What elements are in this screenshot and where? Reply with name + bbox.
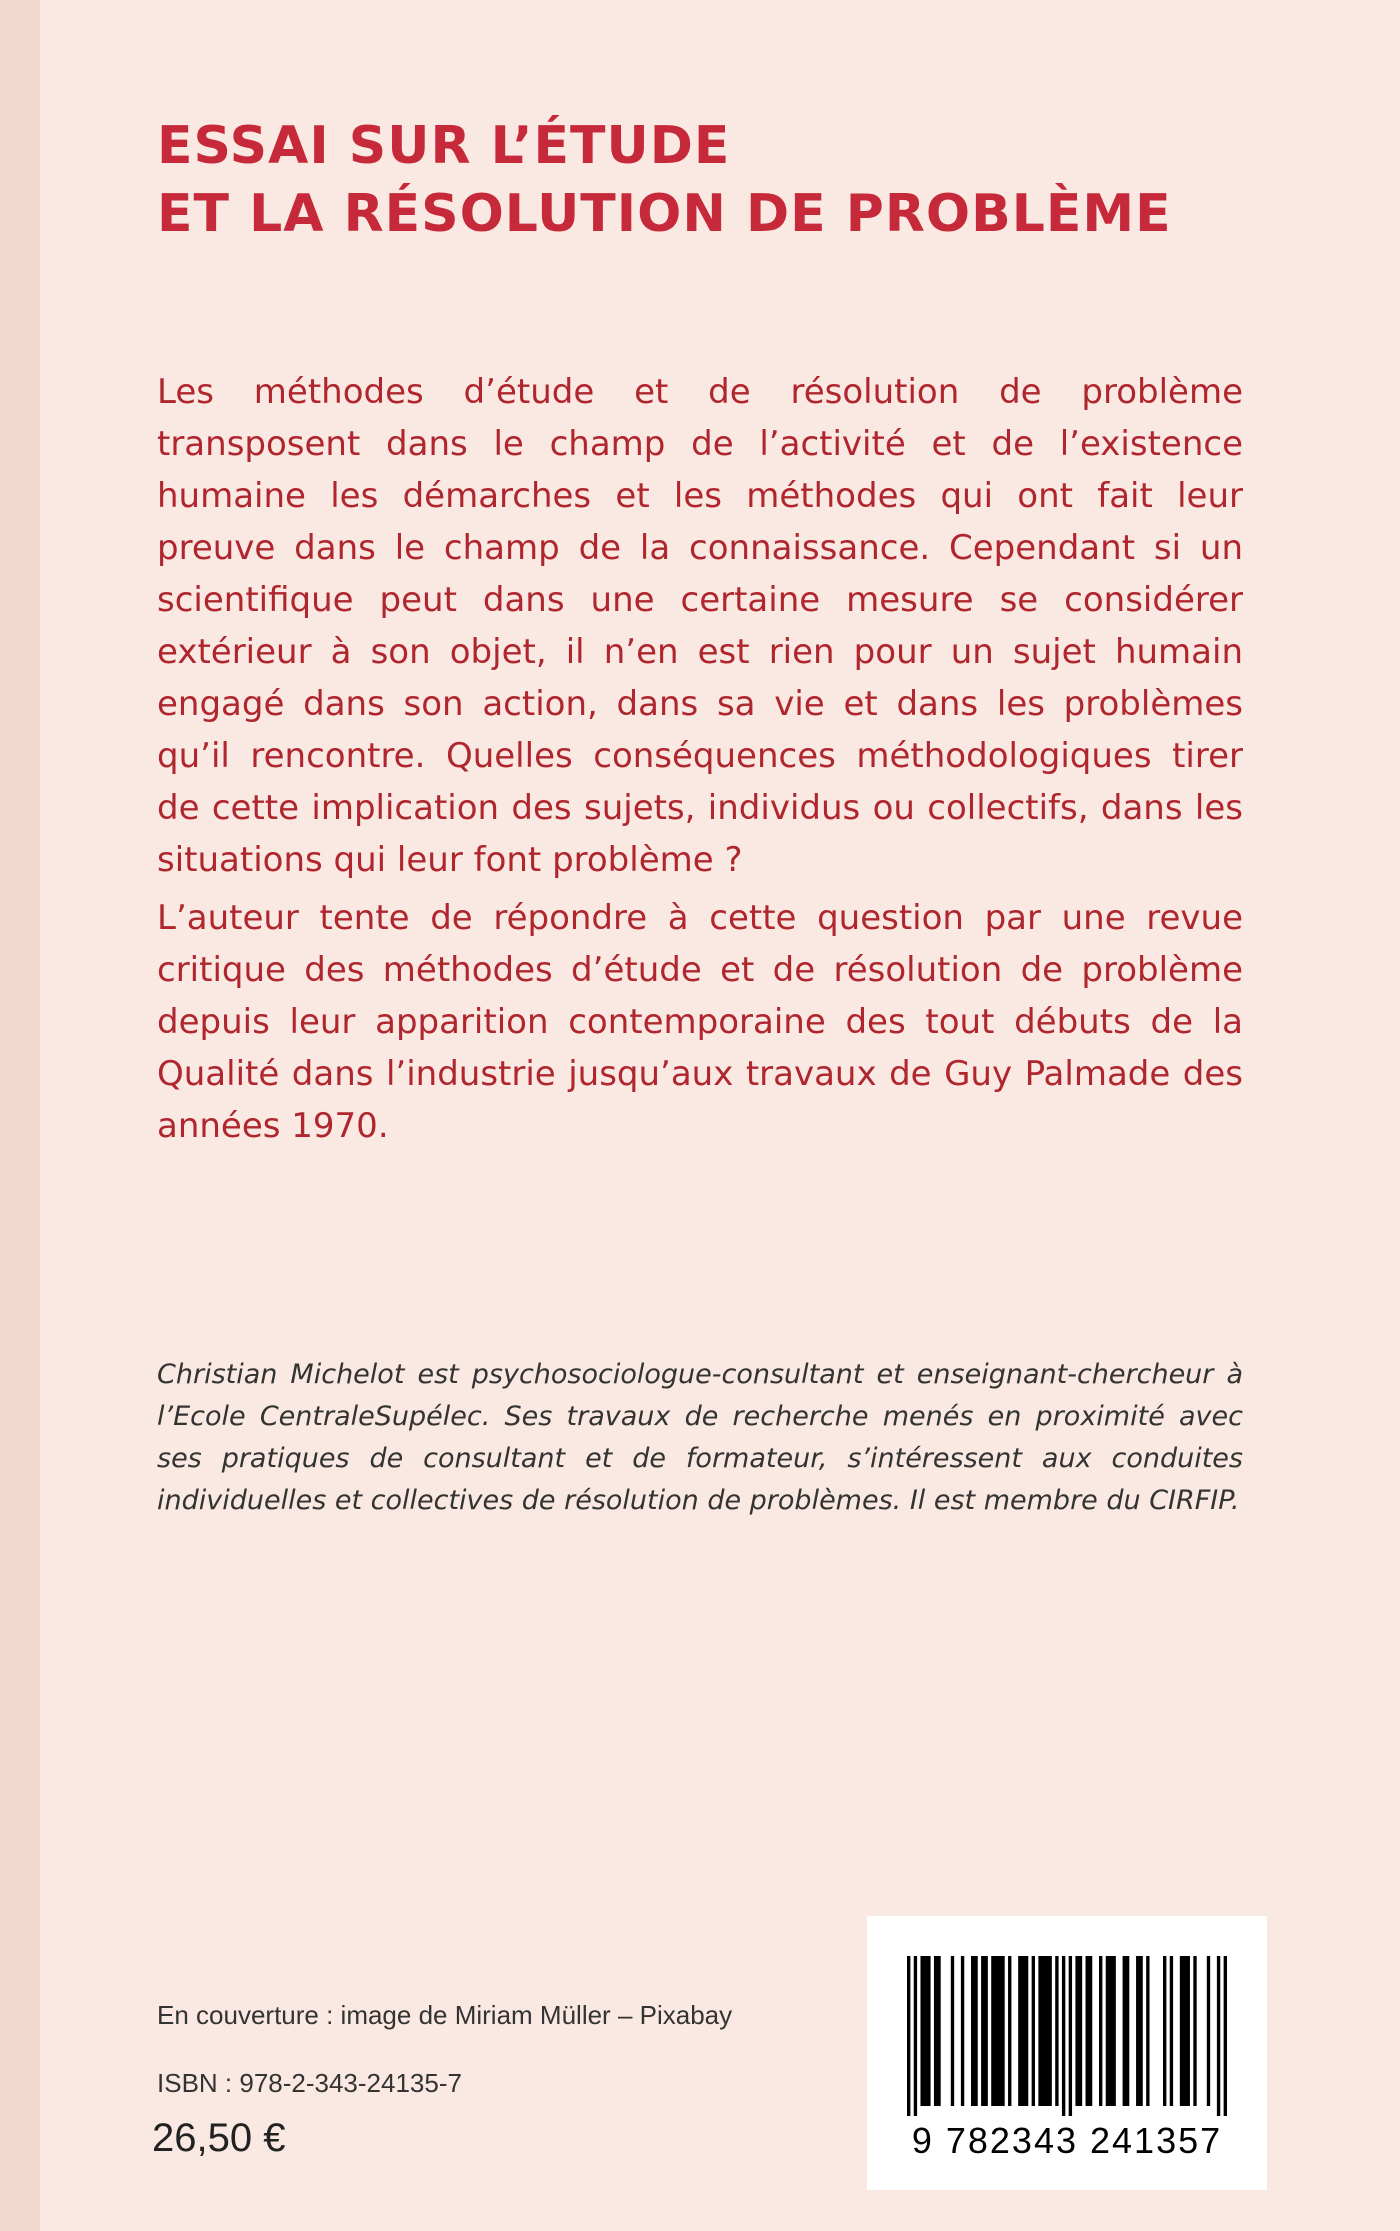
barcode-bar [914,1956,917,2116]
spine-edge-band [0,0,40,2231]
barcode-bar [1193,1956,1196,2106]
barcode-bar [951,1956,954,2106]
author-bio-text: est psychosociologue-consultant et enseignant-chercheur à l’Ecole CentraleSupélec. Ses travaux de recherche menés en proximité avec ses pratiques de consultant et de formateur, s’intéressent aux conduites individuelles et collectives de résolution de problèmes. Il est membre du CIRFIP. [157,1359,1243,1516]
book-title-line-1: ESSAI SUR L’ÉTUDE [157,116,731,176]
barcode-bar [907,1956,910,2116]
barcode-bar [961,1956,964,2106]
barcode-bar [1170,1956,1173,2106]
barcode-bar [1062,1956,1065,2116]
barcode-bar [1224,1956,1227,2116]
barcode-bar [981,1956,988,2106]
barcode-bar [1163,1956,1166,2106]
barcode-bar [1099,1956,1102,2106]
barcode-bar [1055,1956,1058,2106]
barcode-panel [867,1916,1267,2190]
barcode-digits: 9 782343 241357 [911,2120,1223,2161]
barcode-bar [991,1956,1004,2106]
barcode-bar [1069,1956,1072,2116]
barcode-bar [971,1956,978,2106]
ean13-barcode [907,1956,1227,2116]
barcode-bar [1032,1956,1035,2106]
barcode-bar [1146,1956,1149,2106]
barcode-bar [1180,1956,1190,2106]
barcode-bar [1136,1956,1143,2106]
book-price: 26,50 € [152,2116,286,2160]
isbn-number: ISBN : 978-2-343-24135-7 [157,2068,462,2098]
barcode-bar [1038,1956,1051,2106]
barcode-bar [1106,1956,1116,2106]
book-title [157,112,1172,248]
barcode-bar [1123,1956,1130,2106]
blurb-paragraph-1: Les méthodes d’étude et de résolution de problème transposent dans le champ de l’activité et de l’existence humaine les démarches et les méthodes qui ont fait leur preuve dans le champ de la connaissance. Cependant si un scientifique peut dans une certaine mesure se considérer extérieur à son objet, il n’en est rien pour un sujet humain engagé dans son action, dans sa vie et dans les problèmes qu’il rencontre. Quelles conséquences méthodologiques tirer de cette implication des sujets, individus ou collectifs, dans les situations qui leur font problème ? [157,372,1243,880]
book-title-line-2: ET LA RÉSOLUTION DE PROBLÈME [157,184,1172,244]
barcode-bar [1086,1956,1093,2106]
barcode-bar [1217,1956,1220,2116]
barcode-bar [934,1956,941,2106]
cover-image-credit: En couverture : image de Miriam Müller – Pixabay [157,2000,733,2030]
barcode-bar [920,1956,930,2106]
blurb-paragraph-2: L’auteur tente de répondre à cette question par une revue critique des méthodes d’étude et de résolution de problème depuis leur apparition contemporaine des tout débuts de la Qualité dans l’industrie jusqu’aux travaux de Guy Palmade des années 1970. [157,898,1243,1146]
barcode-bar [1008,1956,1011,2106]
author-name: Christian Michelot [157,1359,405,1390]
barcode-bar [1075,1956,1082,2106]
barcode-bar [1207,1956,1210,2106]
barcode-bar [1018,1956,1028,2106]
author-bio [157,1354,1243,1522]
